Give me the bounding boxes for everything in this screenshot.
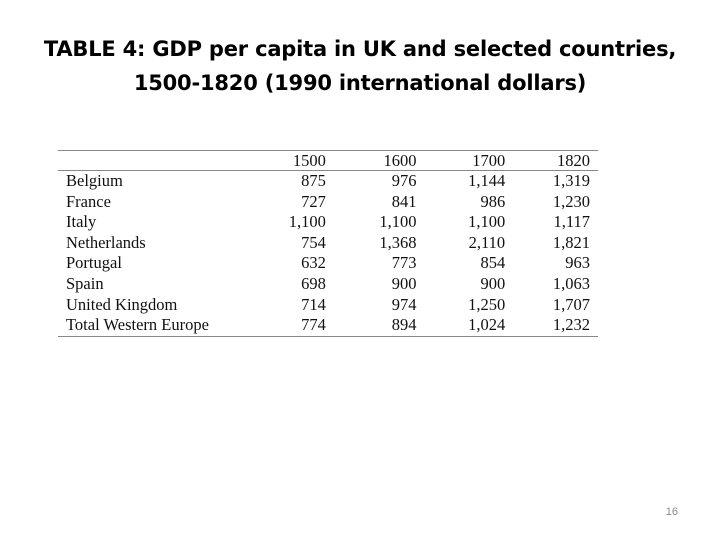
value-cell-1820: 1,707	[552, 294, 590, 314]
country-cell: Portugal	[66, 253, 122, 273]
header-row	[58, 151, 598, 171]
value-cell-1500: 1,100	[288, 212, 326, 232]
header-1600: 1600	[383, 151, 417, 170]
table-row	[58, 192, 598, 213]
table-row	[58, 233, 598, 254]
table-row	[58, 274, 598, 295]
value-cell-1500: 727	[301, 191, 326, 211]
country-cell: Belgium	[66, 171, 123, 190]
value-cell-1500: 632	[301, 253, 326, 273]
value-cell-1500: 754	[301, 232, 326, 252]
value-cell-1820: 1,232	[552, 315, 590, 335]
header-1820: 1820	[557, 151, 590, 170]
country-cell: Netherlands	[66, 232, 146, 252]
slide-title-line-2: 1500-1820 (1990 international dollars)	[133, 71, 587, 95]
value-cell-1820: 1,117	[553, 212, 590, 232]
table-row	[58, 253, 598, 274]
gdp-table	[58, 150, 598, 337]
table-row	[58, 295, 598, 316]
value-cell-1600: 841	[391, 191, 417, 211]
country-cell: France	[66, 191, 111, 211]
table-row	[58, 171, 598, 192]
value-cell-1600: 894	[391, 315, 417, 335]
slide-title	[20, 32, 700, 100]
value-cell-1820: 1,319	[552, 171, 590, 190]
country-cell: Total Western Europe	[66, 315, 209, 335]
value-cell-1600: 976	[391, 171, 417, 190]
table-row	[58, 315, 598, 336]
value-cell-1700: 1,250	[468, 294, 506, 314]
value-cell-1820: 963	[565, 253, 590, 273]
slide-title-line-1: TABLE 4: GDP per capita in UK and selected countries,	[43, 37, 677, 61]
value-cell-1700: 2,110	[468, 232, 506, 252]
value-cell-1700: 1,024	[468, 315, 506, 335]
value-cell-1820: 1,230	[552, 191, 590, 211]
country-cell: Spain	[66, 273, 104, 293]
header-country	[58, 151, 265, 171]
value-cell-1500: 698	[301, 273, 326, 293]
header-1700: 1700	[472, 151, 506, 170]
value-cell-1500: 714	[301, 294, 326, 314]
value-cell-1820: 1,821	[552, 232, 590, 252]
value-cell-1600: 974	[391, 294, 417, 314]
page-number: 16	[665, 506, 678, 518]
value-cell-1600: 1,368	[379, 232, 417, 252]
value-cell-1500: 774	[301, 315, 326, 335]
value-cell-1700: 854	[480, 253, 506, 273]
header-1500: 1500	[292, 151, 326, 170]
value-cell-1820: 1,063	[552, 273, 590, 293]
country-cell: Italy	[66, 212, 97, 232]
value-cell-1700: 1,100	[468, 212, 506, 232]
value-cell-1600: 900	[391, 273, 417, 293]
country-cell: United Kingdom	[66, 294, 178, 314]
value-cell-1600: 1,100	[379, 212, 417, 232]
table-row	[58, 212, 598, 233]
table-body	[58, 171, 598, 337]
gdp-table-container	[58, 150, 598, 337]
value-cell-1600: 773	[391, 253, 417, 273]
table-header	[58, 151, 598, 171]
value-cell-1700: 986	[480, 191, 506, 211]
value-cell-1700: 1,144	[468, 171, 506, 190]
value-cell-1700: 900	[480, 273, 506, 293]
value-cell-1500: 875	[301, 171, 326, 190]
